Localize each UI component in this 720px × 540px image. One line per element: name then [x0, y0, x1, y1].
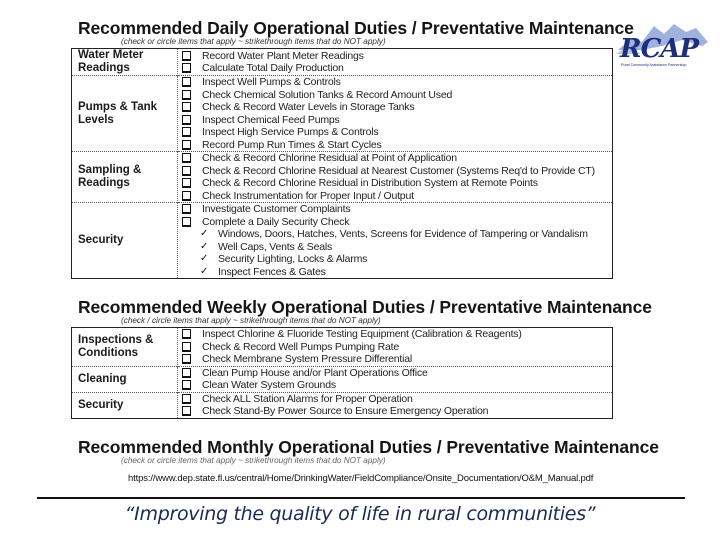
checkbox-icon[interactable]: [182, 380, 191, 390]
table-row: [72, 49, 613, 76]
checkbox-icon[interactable]: [182, 406, 191, 416]
sub-list-item: ✓ Windows, Doors, Hatches, Vents, Screens for Evidence of Tampering or Vandalism: [200, 228, 588, 240]
checkbox-icon[interactable]: [182, 178, 191, 188]
table-row: [72, 152, 613, 203]
source-url[interactable]: https://www.dep.state.fl.us/central/Home/DrinkingWater/FieldCompliance/Onsite_Documentation/O&M_Manual.pdf: [128, 473, 594, 484]
list-item[interactable]: Record Pump Run Times & Start Cycles: [182, 139, 612, 152]
list-item[interactable]: Check & Record Chlorine Residual in Distribution System at Remote Points: [182, 177, 612, 190]
checkbox-icon[interactable]: [182, 394, 191, 404]
weekly-subtitle: (check / circle items that apply ~ strikethrough items that do NOT apply): [121, 316, 381, 325]
checkmark-icon: ✓: [200, 228, 209, 239]
checkbox-icon[interactable]: [182, 51, 191, 61]
items-cell: [178, 366, 613, 392]
list-item[interactable]: Inspect High Service Pumps & Controls: [182, 126, 612, 139]
daily-duties-table: [71, 48, 613, 279]
items-cell: [178, 152, 613, 203]
list-item[interactable]: Clean Pump House and/or Plant Operations Office: [182, 367, 612, 380]
table-row: [72, 203, 613, 279]
sub-list-item: ✓ Inspect Fences & Gates: [200, 265, 326, 278]
checkbox-icon[interactable]: [182, 204, 191, 214]
table-row: [72, 392, 613, 418]
logo-subtext: Rural Community Assistance Partnership: [621, 63, 687, 67]
checkbox-icon[interactable]: [182, 140, 191, 150]
items-cell: [178, 76, 613, 152]
category-label: Pumps & Tank Levels: [72, 76, 178, 152]
list-item[interactable]: Check & Record Water Levels in Storage Tanks: [182, 101, 612, 114]
table-row: [72, 328, 613, 367]
checkmark-icon: ✓: [200, 265, 209, 277]
weekly-section-title: Recommended Weekly Operational Duties / Preventative Maintenance: [78, 297, 652, 317]
checkbox-icon[interactable]: [182, 217, 191, 227]
list-item[interactable]: Check Instrumentation for Proper Input / Output: [182, 190, 612, 203]
monthly-subtitle: (check or circle items that apply ~ strikethrough items that do NOT apply): [121, 456, 386, 465]
checkmark-icon: ✓: [200, 253, 209, 264]
checkbox-icon[interactable]: [182, 354, 191, 364]
footer-tagline: “Improving the quality of life in rural communities”: [124, 503, 596, 525]
logo-text: RCAP: [620, 34, 699, 64]
weekly-duties-table: [71, 327, 613, 419]
checkbox-icon[interactable]: [182, 102, 191, 112]
category-label: Water Meter Readings: [72, 49, 178, 76]
daily-subtitle: (check or circle items that apply ~ strikethrough items that do NOT apply): [121, 37, 386, 46]
checkbox-icon[interactable]: [182, 63, 191, 73]
footer-divider: [37, 497, 685, 499]
checkbox-icon[interactable]: [182, 115, 191, 125]
checkbox-icon[interactable]: [182, 342, 191, 352]
checkbox-icon[interactable]: [182, 77, 191, 87]
list-item[interactable]: Check Membrane System Pressure Differential: [182, 353, 612, 366]
list-item[interactable]: Check ALL Station Alarms for Proper Operation: [182, 393, 612, 406]
sub-list-item: ✓ Security Lighting, Locks & Alarms: [200, 253, 368, 265]
list-item[interactable]: Check Stand-By Power Source to Ensure Emergency Operation: [182, 405, 612, 418]
list-item[interactable]: Check & Record Chlorine Residual at Point of Application: [182, 152, 612, 165]
checkbox-icon[interactable]: [182, 166, 191, 176]
list-item[interactable]: Calculate Total Daily Production: [182, 62, 612, 75]
checkbox-icon[interactable]: [182, 127, 191, 137]
list-item[interactable]: Check & Record Well Pumps Pumping Rate: [182, 341, 612, 354]
sub-list-item: ✓ Well Caps, Vents & Seals: [200, 240, 333, 253]
list-item[interactable]: Inspect Chlorine & Fluoride Testing Equipment (Calibration & Reagents): [182, 328, 612, 341]
items-cell: [178, 203, 613, 279]
list-item[interactable]: Inspect Chemical Feed Pumps: [182, 114, 612, 127]
list-item[interactable]: Clean Water System Grounds: [182, 379, 612, 392]
category-label: Inspections & Conditions: [72, 328, 178, 367]
category-label: Security: [72, 392, 178, 418]
checkbox-icon[interactable]: [182, 90, 191, 100]
list-item[interactable]: Record Water Plant Meter Readings: [182, 50, 612, 63]
items-cell: [178, 49, 613, 76]
items-cell: [178, 328, 613, 367]
checkbox-icon[interactable]: [182, 368, 191, 378]
table-row: [72, 366, 613, 392]
checkbox-icon[interactable]: [182, 329, 191, 339]
category-label: Cleaning: [72, 366, 178, 392]
list-item[interactable]: Check Chemical Solution Tanks & Record Amount Used: [182, 89, 612, 102]
list-item[interactable]: Inspect Well Pumps & Controls: [182, 76, 612, 89]
category-label: Security: [72, 203, 178, 279]
table-row: [72, 76, 613, 152]
checkbox-icon[interactable]: [182, 153, 191, 163]
list-item[interactable]: Check & Record Chlorine Residual at Nearest Customer (Systems Req'd to Provide CT): [182, 165, 612, 178]
checkmark-icon: ✓: [200, 240, 209, 252]
daily-section-title: Recommended Daily Operational Duties / Preventative Maintenance: [78, 18, 634, 38]
list-item[interactable]: Complete a Daily Security Check: [182, 216, 612, 229]
checkbox-icon[interactable]: [182, 191, 191, 201]
monthly-section-title: Recommended Monthly Operational Duties / Preventative Maintenance: [78, 437, 659, 457]
list-item[interactable]: Investigate Customer Complaints: [182, 203, 612, 216]
items-cell: [178, 392, 613, 418]
category-label: Sampling & Readings: [72, 152, 178, 203]
